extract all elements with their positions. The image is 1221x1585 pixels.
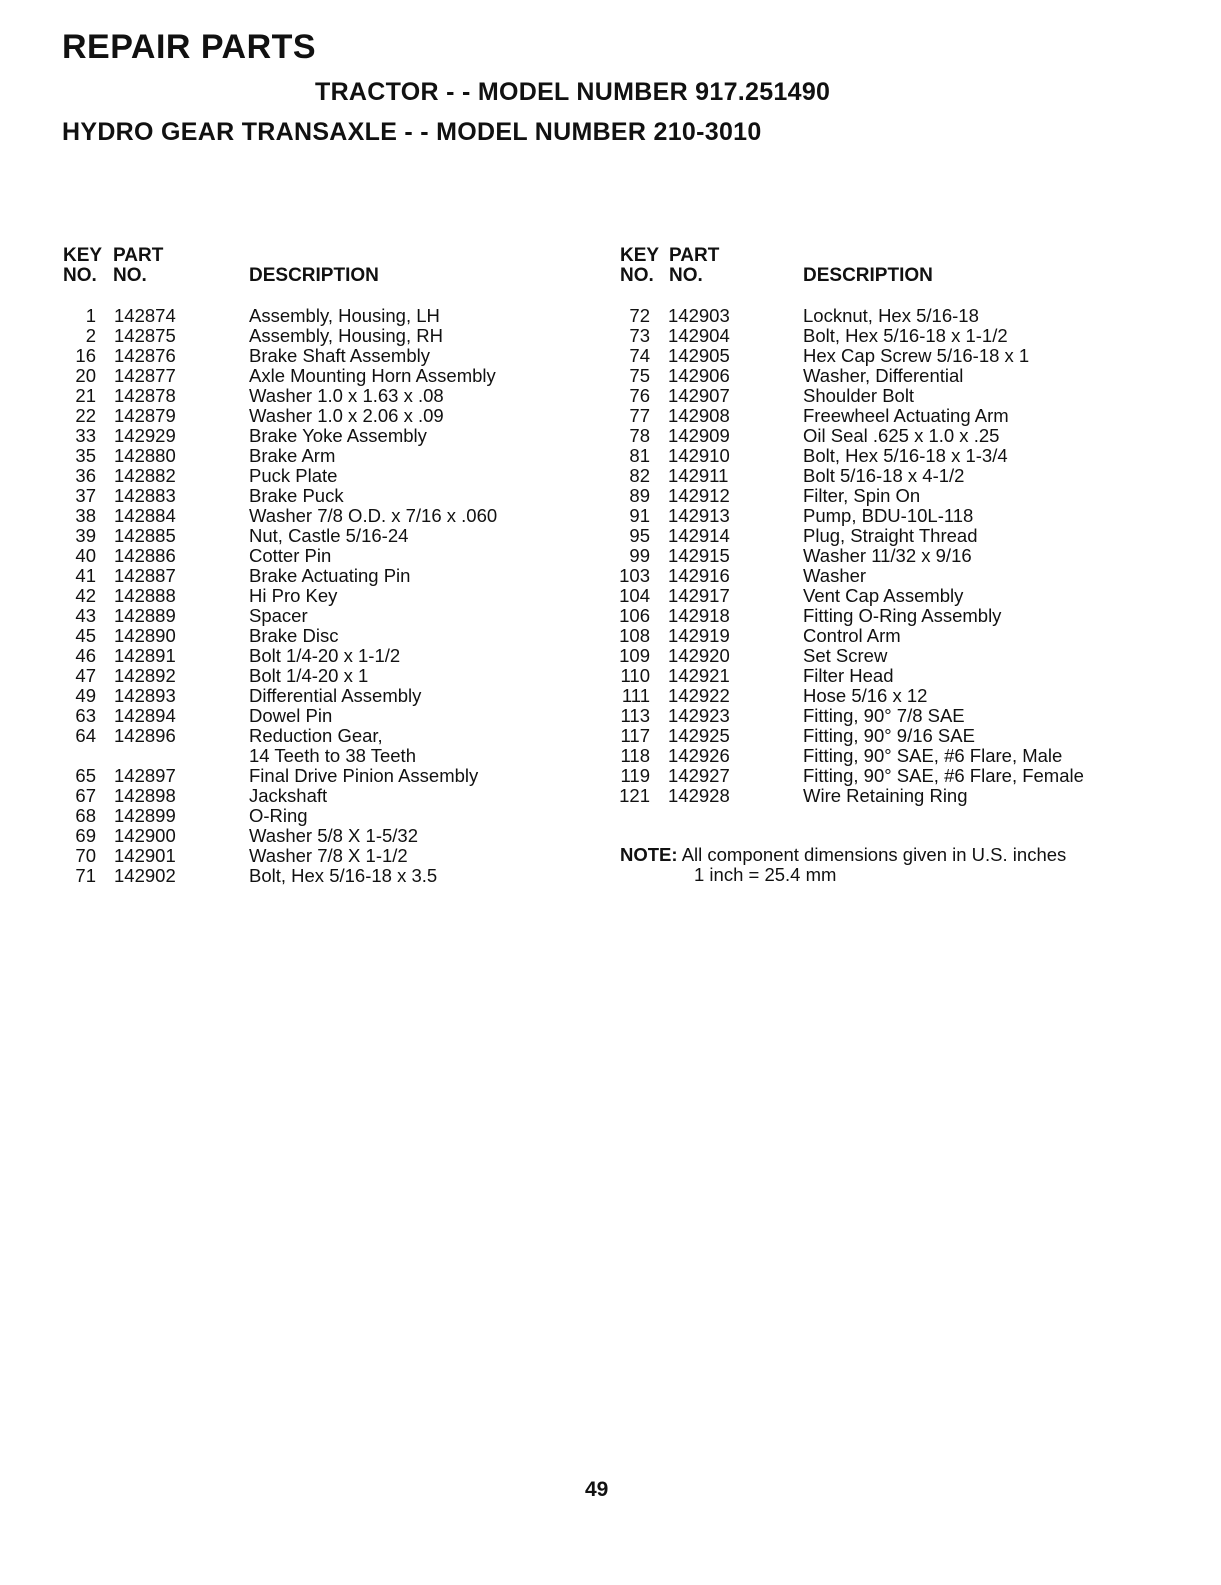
part-header-line1: PART: [669, 245, 720, 266]
part-number: 142907: [668, 385, 730, 406]
part-number: 142880: [114, 445, 176, 466]
right-part-header: [669, 246, 719, 286]
key-number: 69: [75, 825, 96, 846]
part-description: Shoulder Bolt: [803, 385, 915, 406]
part-row: [64, 426, 584, 446]
part-number: 142889: [114, 605, 176, 626]
part-number: 142898: [114, 785, 176, 806]
part-number: 142897: [114, 765, 176, 786]
key-number: 49: [75, 685, 96, 706]
part-number: 142879: [114, 405, 176, 426]
key-number: 35: [75, 445, 96, 466]
part-row: [64, 326, 584, 346]
part-number: 142925: [668, 725, 730, 746]
part-description: Reduction Gear, 14 Teeth to 38 Teeth: [249, 725, 416, 766]
part-description: Assembly, Housing, LH: [249, 305, 440, 326]
key-number: 63: [75, 705, 96, 726]
part-header-line1: PART: [113, 245, 164, 266]
part-description: Brake Arm: [249, 445, 336, 466]
part-row: [64, 826, 584, 846]
part-row: [64, 586, 584, 606]
key-number: 22: [75, 405, 96, 426]
part-row: [618, 386, 1178, 406]
part-row: [64, 386, 584, 406]
part-description: Jackshaft: [249, 785, 328, 806]
key-number: 70: [75, 845, 96, 866]
part-description: Final Drive Pinion Assembly: [249, 765, 479, 786]
part-number: 142890: [114, 625, 176, 646]
part-row: [618, 486, 1178, 506]
tractor-model-heading: TRACTOR - - MODEL NUMBER 917.251490: [315, 78, 831, 106]
left-key-header: [63, 246, 102, 286]
part-row: [618, 306, 1178, 326]
key-number: 72: [629, 305, 650, 326]
key-number: 39: [75, 525, 96, 546]
part-row: [64, 706, 584, 726]
part-row: [618, 626, 1178, 646]
key-number: 81: [629, 445, 650, 466]
part-description: Fitting, 90° SAE, #6 Flare, Female: [803, 765, 1084, 786]
key-number: 40: [75, 545, 96, 566]
part-number: 142919: [668, 625, 730, 646]
key-number: 38: [75, 505, 96, 526]
part-row: [64, 686, 584, 706]
part-number: 142903: [668, 305, 730, 326]
part-row: [64, 726, 584, 766]
part-row: [64, 466, 584, 486]
part-description: Oil Seal .625 x 1.0 x .25: [803, 425, 1000, 446]
part-row: [64, 646, 584, 666]
part-row: [618, 326, 1178, 346]
part-description: Fitting, 90° SAE, #6 Flare, Male: [803, 745, 1063, 766]
part-number: 142901: [114, 845, 176, 866]
page-number: 49: [585, 1478, 609, 1501]
part-row: [618, 426, 1178, 446]
part-row: [618, 606, 1178, 626]
key-header-line2: NO.: [63, 265, 97, 286]
part-description: Hose 5/16 x 12: [803, 685, 928, 706]
key-number: 21: [75, 385, 96, 406]
right-key-header: [620, 246, 659, 286]
part-description: Bolt 5/16-18 x 4-1/2: [803, 465, 965, 486]
part-number: 142894: [114, 705, 176, 726]
part-row: [618, 466, 1178, 486]
part-row: [618, 526, 1178, 546]
key-number: 117: [620, 725, 650, 746]
note-line1: All component dimensions given in U.S. inches: [681, 844, 1067, 865]
part-number: 142905: [668, 345, 730, 366]
part-row: [64, 506, 584, 526]
key-number: 42: [75, 585, 96, 606]
transaxle-model-heading: HYDRO GEAR TRANSAXLE - - MODEL NUMBER 210-3010: [62, 118, 762, 146]
part-row: [64, 626, 584, 646]
part-row: [64, 406, 584, 426]
key-number: 2: [85, 325, 96, 346]
left-part-header: [113, 246, 163, 286]
part-description: Washer 7/8 O.D. x 7/16 x .060: [249, 505, 498, 526]
part-number: 142899: [114, 805, 176, 826]
part-row: [64, 446, 584, 466]
part-description: Locknut, Hex 5/16-18: [803, 305, 979, 326]
part-description: Brake Puck: [249, 485, 344, 506]
part-number: 142920: [668, 645, 730, 666]
part-description: Brake Actuating Pin: [249, 565, 411, 586]
part-row: [618, 346, 1178, 366]
part-description: Differential Assembly: [249, 685, 422, 706]
key-number: 74: [629, 345, 650, 366]
part-description: Spacer: [249, 605, 308, 626]
key-number: 110: [620, 665, 650, 686]
part-description: O-Ring: [249, 805, 308, 826]
part-row: [64, 606, 584, 626]
key-number: 77: [629, 405, 650, 426]
part-row: [618, 406, 1178, 426]
part-description: Pump, BDU-10L-118: [803, 505, 974, 526]
page-title: REPAIR PARTS: [62, 28, 317, 66]
part-row: [618, 566, 1178, 586]
units-note: [620, 845, 1066, 885]
part-description: Hex Cap Screw 5/16-18 x 1: [803, 345, 1030, 366]
part-description: Washer 5/8 X 1-5/32: [249, 825, 418, 846]
key-number: 45: [75, 625, 96, 646]
part-description: Assembly, Housing, RH: [249, 325, 443, 346]
key-number: 41: [75, 565, 96, 586]
part-number: 142875: [114, 325, 176, 346]
part-number: 142918: [668, 605, 730, 626]
part-description: Brake Disc: [249, 625, 339, 646]
key-number: 37: [75, 485, 96, 506]
key-number: 16: [75, 345, 96, 366]
part-number: 142904: [668, 325, 730, 346]
part-number: 142912: [668, 485, 730, 506]
part-description: Control Arm: [803, 625, 901, 646]
part-number: 142877: [114, 365, 176, 386]
part-description: Hi Pro Key: [249, 585, 338, 606]
part-number: 142900: [114, 825, 176, 846]
part-row: [64, 526, 584, 546]
key-number: 111: [621, 685, 650, 706]
part-number: 142926: [668, 745, 730, 766]
part-number: 142928: [668, 785, 730, 806]
key-number: 108: [619, 625, 650, 646]
part-row: [618, 786, 1178, 806]
key-number: 119: [620, 765, 650, 786]
part-row: [64, 806, 584, 826]
part-row: [618, 446, 1178, 466]
key-number: 64: [75, 725, 96, 746]
part-description: Nut, Castle 5/16-24: [249, 525, 409, 546]
key-number: 47: [75, 665, 96, 686]
part-row: [618, 766, 1178, 786]
key-number: 118: [620, 745, 650, 766]
part-header-line2: NO.: [669, 265, 703, 286]
part-row: [618, 686, 1178, 706]
part-number: 142886: [114, 545, 176, 566]
part-row: [618, 506, 1178, 526]
part-description: Washer 11/32 x 9/16: [803, 545, 972, 566]
key-number: 104: [619, 585, 650, 606]
key-header-line1: KEY: [620, 245, 660, 266]
part-number: 142888: [114, 585, 176, 606]
part-number: 142884: [114, 505, 176, 526]
part-row: [618, 366, 1178, 386]
part-description: Freewheel Actuating Arm: [803, 405, 1009, 426]
part-row: [64, 306, 584, 326]
part-number: 142887: [114, 565, 176, 586]
part-description: Set Screw: [803, 645, 888, 666]
part-description: Bolt, Hex 5/16-18 x 1-3/4: [803, 445, 1008, 466]
part-number: 142906: [668, 365, 730, 386]
key-number: 106: [619, 605, 650, 626]
part-number: 142927: [668, 765, 730, 786]
part-number: 142910: [668, 445, 730, 466]
part-description: Axle Mounting Horn Assembly: [249, 365, 496, 386]
key-number: 89: [629, 485, 650, 506]
key-number: 78: [629, 425, 650, 446]
key-number: 68: [75, 805, 96, 826]
part-description: Vent Cap Assembly: [803, 585, 964, 606]
part-description: Bolt, Hex 5/16-18 x 1-1/2: [803, 325, 1008, 346]
part-number: 142914: [668, 525, 730, 546]
part-number: 142921: [668, 665, 730, 686]
key-number: 71: [75, 865, 96, 886]
key-number: 67: [75, 785, 96, 806]
part-number: 142874: [114, 305, 176, 326]
part-number: 142923: [668, 705, 730, 726]
part-row: [618, 586, 1178, 606]
key-number: 73: [629, 325, 650, 346]
part-row: [618, 706, 1178, 726]
part-row: [64, 846, 584, 866]
key-number: 76: [629, 385, 650, 406]
part-row: [618, 726, 1178, 746]
part-description: Puck Plate: [249, 465, 338, 486]
part-number: 142911: [668, 465, 729, 486]
part-description: Filter, Spin On: [803, 485, 921, 506]
part-row: [64, 666, 584, 686]
part-description: Wire Retaining Ring: [803, 785, 968, 806]
right-description-header: DESCRIPTION: [803, 265, 933, 286]
key-number: 43: [75, 605, 96, 626]
part-description: Washer, Differential: [803, 365, 964, 386]
part-number: 142917: [668, 585, 730, 606]
part-number: 142896: [114, 725, 176, 746]
part-description: Washer 1.0 x 1.63 x .08: [249, 385, 444, 406]
part-number: 142922: [668, 685, 730, 706]
part-row: [64, 786, 584, 806]
left-parts-list: [64, 306, 584, 886]
note-line2: 1 inch = 25.4 mm: [694, 864, 837, 885]
key-number: 36: [75, 465, 96, 486]
part-description: Fitting, 90° 9/16 SAE: [803, 725, 975, 746]
part-description: Plug, Straight Thread: [803, 525, 978, 546]
part-number: 142876: [114, 345, 176, 366]
part-row: [64, 366, 584, 386]
part-number: 142883: [114, 485, 176, 506]
part-description: Washer 1.0 x 2.06 x .09: [249, 405, 444, 426]
part-number: 142909: [668, 425, 730, 446]
key-number: 65: [75, 765, 96, 786]
part-description: Fitting O-Ring Assembly: [803, 605, 1002, 626]
part-description: Cotter Pin: [249, 545, 332, 566]
key-number: 95: [629, 525, 650, 546]
part-description: Bolt, Hex 5/16-18 x 3.5: [249, 865, 438, 886]
key-number: 20: [75, 365, 96, 386]
key-number: 82: [629, 465, 650, 486]
part-row: [64, 486, 584, 506]
key-header-line1: KEY: [63, 245, 103, 266]
part-row: [64, 546, 584, 566]
part-description: Fitting, 90° 7/8 SAE: [803, 705, 965, 726]
part-number: 142908: [668, 405, 730, 426]
key-number: 103: [619, 565, 650, 586]
key-number: 46: [75, 645, 96, 666]
part-description: Brake Shaft Assembly: [249, 345, 430, 366]
part-number: 142878: [114, 385, 176, 406]
part-description: Dowel Pin: [249, 705, 333, 726]
key-header-line2: NO.: [620, 265, 654, 286]
part-number: 142916: [668, 565, 730, 586]
part-row: [64, 766, 584, 786]
key-number: 121: [619, 785, 650, 806]
part-number: 142882: [114, 465, 176, 486]
part-number: 142893: [114, 685, 176, 706]
part-row: [618, 646, 1178, 666]
part-number: 142913: [668, 505, 730, 526]
part-number: 142902: [114, 865, 176, 886]
part-row: [618, 746, 1178, 766]
key-number: 75: [629, 365, 650, 386]
part-description: Filter Head: [803, 665, 894, 686]
part-row: [64, 346, 584, 366]
part-description: Brake Yoke Assembly: [249, 425, 427, 446]
key-number: 99: [629, 545, 650, 566]
part-description: Bolt 1/4-20 x 1: [249, 665, 369, 686]
part-row: [618, 546, 1178, 566]
key-number: 1: [85, 305, 96, 326]
part-number: 142892: [114, 665, 176, 686]
part-row: [618, 666, 1178, 686]
part-header-line2: NO.: [113, 265, 147, 286]
part-description: Washer 7/8 X 1-1/2: [249, 845, 408, 866]
note-label: NOTE:: [620, 844, 678, 865]
part-number: 142891: [114, 645, 176, 666]
part-description: Washer: [803, 565, 867, 586]
part-row: [64, 866, 584, 886]
part-number: 142929: [114, 425, 176, 446]
key-number: 109: [619, 645, 650, 666]
right-parts-list: [618, 306, 1178, 806]
key-number: 91: [629, 505, 650, 526]
key-number: 33: [75, 425, 96, 446]
part-number: 142915: [668, 545, 730, 566]
key-number: 113: [620, 705, 650, 726]
part-number: 142885: [114, 525, 176, 546]
part-description: Bolt 1/4-20 x 1-1/2: [249, 645, 401, 666]
part-row: [64, 566, 584, 586]
left-description-header: DESCRIPTION: [249, 265, 379, 286]
